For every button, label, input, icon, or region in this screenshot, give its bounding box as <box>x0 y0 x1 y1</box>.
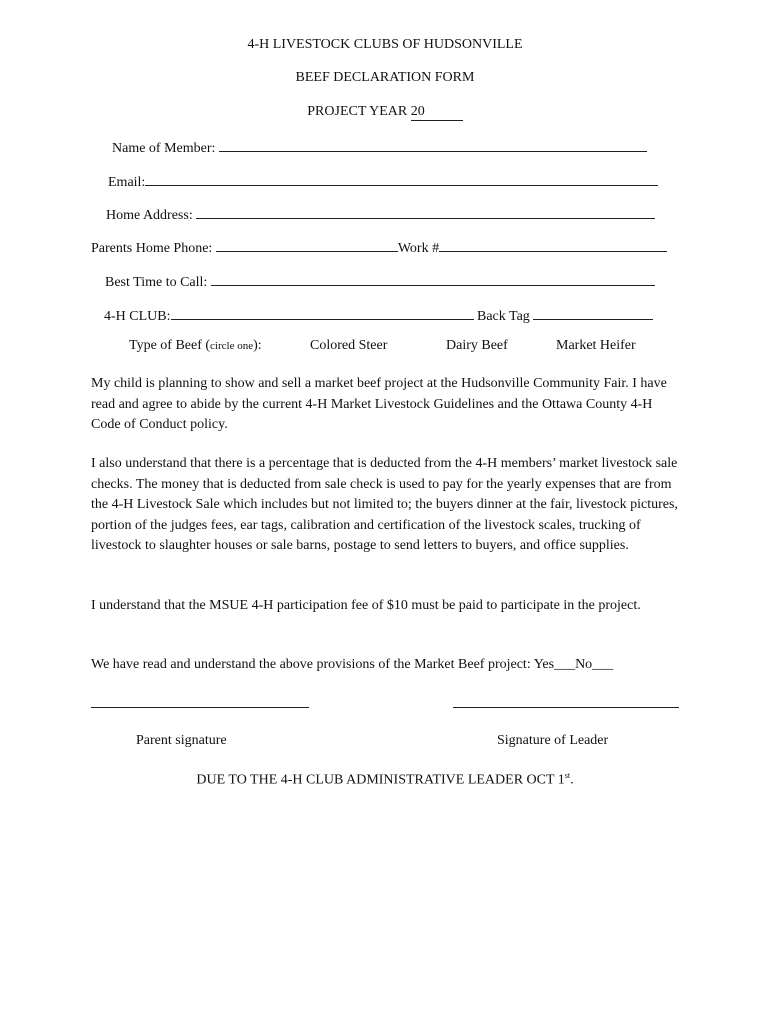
back-tag-label: Back Tag <box>477 309 530 324</box>
beef-type-label: Type of Beef (circle one): <box>129 338 262 353</box>
paragraph-agreement: My child is planning to show and sell a market beef project at the Hudsonville Community Fair. I have read and agree to abide by the current 4-H Market Livestock Guidelines and the Ottawa County 4-H Code of Conduct policy. <box>91 376 667 432</box>
address-row <box>106 204 655 224</box>
club-label: 4-H CLUB: <box>104 309 171 324</box>
work-label: Work # <box>397 241 440 256</box>
name-field[interactable] <box>219 137 647 152</box>
paragraph-acknowledgement: We have read and understand the above provisions of the Market Beef project: Yes___No___ <box>91 657 614 672</box>
email-field[interactable] <box>145 171 658 186</box>
work-phone-field[interactable] <box>439 237 667 252</box>
project-year-field[interactable]: 20 <box>411 104 463 121</box>
paragraph-deduction: I also understand that there is a percentage that is deducted from the 4-H members’ market livestock sale checks. The money that is deducted from sale check is used to pay for the yearly expenses that are from the 4-H Livestock Sale which includes but not limited to; the buyers dinner at the fair, livestock pictures, portion of the judges fees, ear tags, calibration and certification of the livestock scales, trucking of livestock to slaughter houses or sale barns, postage to send letters to buyers, and office supplies. <box>91 456 678 553</box>
name-row <box>112 137 647 157</box>
form-title: BEEF DECLARATION FORM <box>295 70 475 85</box>
project-year <box>0 104 770 121</box>
leader-signature-line[interactable] <box>453 707 679 708</box>
address-label: Home Address: <box>106 208 193 223</box>
best-time-row <box>105 271 655 291</box>
due-notice: DUE TO THE 4-H CLUB ADMINISTRATIVE LEADER OCT 1st. <box>196 771 574 788</box>
parents-phone-field[interactable] <box>216 237 398 252</box>
best-time-label: Best Time to Call: <box>105 275 208 290</box>
best-time-field[interactable] <box>211 271 655 286</box>
name-label: Name of Member: <box>112 141 216 156</box>
beef-option-dairy-beef[interactable]: Dairy Beef <box>446 338 508 353</box>
parent-signature-line[interactable] <box>91 707 309 708</box>
email-label: Email: <box>108 175 146 190</box>
beef-option-colored-steer[interactable]: Colored Steer <box>310 338 388 353</box>
project-year-label: PROJECT YEAR <box>307 104 408 119</box>
leader-signature-label: Signature of Leader <box>497 733 609 748</box>
back-tag-field[interactable] <box>533 305 653 320</box>
club-row <box>104 305 653 325</box>
paragraph-fee: I understand that the MSUE 4-H participation fee of $10 must be paid to participate in the project. <box>91 598 641 613</box>
address-field[interactable] <box>196 204 655 219</box>
email-row <box>108 171 658 191</box>
club-field[interactable] <box>171 305 474 320</box>
beef-option-market-heifer[interactable]: Market Heifer <box>556 338 636 353</box>
parents-phone-label: Parents Home Phone: <box>91 241 213 256</box>
phone-row <box>91 237 667 257</box>
parent-signature-label: Parent signature <box>136 733 227 748</box>
org-title: 4-H LIVESTOCK CLUBS OF HUDSONVILLE <box>247 37 523 52</box>
